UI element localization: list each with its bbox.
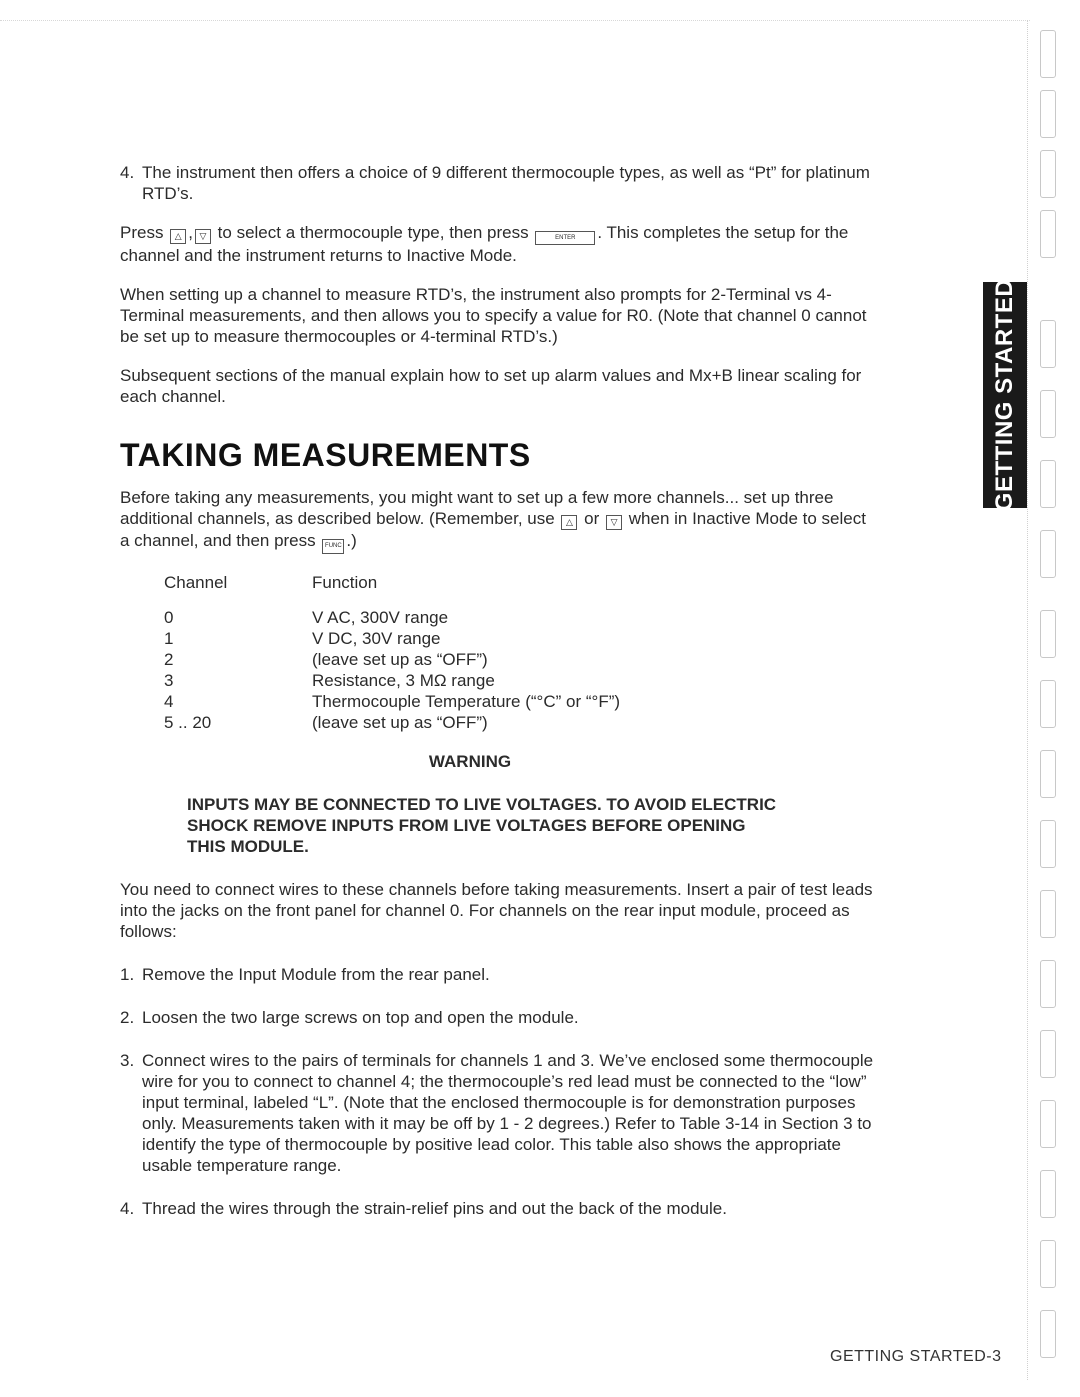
step-text: Remove the Input Module from the rear panel. [142,965,490,984]
channel-cell: 3 [164,671,174,690]
warning-title: WARNING [428,752,512,771]
tab-mark [1040,460,1056,508]
tab-mark [1040,210,1056,258]
tab-mark [1040,90,1056,138]
function-cell: V DC, 30V range [312,629,441,648]
tab-mark [1040,1240,1056,1288]
tab-mark [1040,530,1056,578]
step-text: The instrument then offers a choice of 9 different thermocouple types, as well as “Pt” for platinum RTD’s. [142,163,870,203]
tab-mark [1040,890,1056,938]
up-arrow-key-icon: △ [170,229,186,244]
table-row [164,670,880,691]
connect-paragraph: You need to connect wires to these channels before taking measurements. Insert a pair of test leads into the jacks on the front panel for channel 0. For channels on the rear input module, proceed as follows: [120,880,873,941]
tab-mark [1040,960,1056,1008]
right-border [1027,20,1028,1380]
before-text-d: .) [346,531,357,550]
before-text-b: or [584,509,600,528]
down-arrow-key-icon: ▽ [606,515,622,530]
list-item [120,1050,880,1176]
step-number: 1. [120,965,135,984]
step-text: Connect wires to the pairs of terminals for channels 1 and 3. We’ve enclosed some thermocouple wire for you to connect to channel 4; the thermocouple’s red lead must be connected to the “low” input terminal, labeled “L”. (Note that the enclosed thermocouple is for demonstration purposes only. Measurements taken with it may be off by 1 - 2 degrees.) Refer to Table 3-14 in Section 3 to identify the type of thermocouple by positive lead color. This table also shows the appropriate usable temperature range. [142,1051,874,1175]
table-row [164,628,880,649]
function-cell: Resistance, 3 MΩ range [312,671,495,690]
side-tab-label: GETTING STARTED [991,278,1019,512]
tab-mark [1040,1170,1056,1218]
top-border [0,20,1030,21]
step-number: 3. [120,1051,135,1070]
table-row [164,712,880,733]
table-row [164,691,880,712]
tab-mark [1040,1310,1056,1358]
step-number: 4. [120,1199,135,1218]
channel-table [164,572,880,733]
press-text-c: . This completes the setup for the channel and the instrument returns to Inactive Mode. [120,223,849,265]
before-text-c: when in Inactive Mode to select a channel, and then press [120,509,866,550]
before-text-a: Before taking any measurements, you might want to set up a few more channels... set up three additional channels, as described below. (Remember, use [120,488,834,528]
function-cell: (leave set up as “OFF”) [312,713,488,732]
header-channel: Channel [164,573,228,592]
channel-cell: 4 [164,692,174,711]
tab-mark [1040,150,1056,198]
table-header-row [164,572,880,593]
header-function: Function [312,573,378,592]
tab-mark [1040,680,1056,728]
step-number: 2. [120,1008,135,1027]
tab-mark [1040,820,1056,868]
press-text-b: to select a thermocouple type, then press [217,223,529,242]
function-cell: Thermocouple Temperature (“°C” or “°F”) [312,692,621,711]
function-cell: V AC, 300V range [312,608,449,627]
page-footer: GETTING STARTED-3 [830,1348,1002,1365]
tab-mark [1040,610,1056,658]
func-key-icon: FUNC [322,539,344,554]
up-arrow-key-icon: △ [561,515,577,530]
intro-step-4 [120,162,880,204]
tab-mark [1040,1100,1056,1148]
channel-cell: 5 .. 20 [164,713,212,732]
tab-mark [1040,30,1056,78]
tab-mark [1040,750,1056,798]
press-paragraph: Press △ , ▽ to select a thermocouple type, then press ENTER . This completes the setup for the channel and the instrument returns to Inactive Mode. [120,223,849,265]
step-text: Thread the wires through the strain-relief pins and out the back of the module. [142,1199,727,1218]
steps-list [120,964,880,1219]
press-text-a: Press [120,223,164,242]
enter-key-icon: ENTER [535,231,595,245]
channel-cell: 2 [164,650,174,669]
section-tab-marks [1036,20,1066,1380]
down-arrow-key-icon: ▽ [195,229,211,244]
tab-mark [1040,320,1056,368]
channel-cell: 1 [164,629,174,648]
step-number: 4. [120,163,135,182]
tab-mark [1040,390,1056,438]
table-row [164,607,880,628]
warning-body: INPUTS MAY BE CONNECTED TO LIVE VOLTAGES. TO AVOID ELECTRIC SHOCK REMOVE INPUTS FROM LIVE VOLTAGES BEFORE OPENING THIS MODULE. [187,795,777,856]
list-item [120,1198,880,1219]
section-side-tab [983,278,1027,512]
page-content [120,162,880,1219]
tab-mark [1040,1030,1056,1078]
step-text: Loosen the two large screws on top and open the module. [142,1008,579,1027]
table-row [164,649,880,670]
list-item [120,964,880,985]
channel-cell: 0 [164,608,174,627]
function-cell: (leave set up as “OFF”) [312,650,488,669]
section-heading: TAKING MEASUREMENTS [120,437,531,473]
rtd-paragraph: When setting up a channel to measure RTD’s, the instrument also prompts for 2-Terminal vs 4-Terminal measurements, and then allows you to specify a value for R0. (Note that channel 0 cannot be set up to measure thermocouples or 4-terminal RTD’s.) [120,285,867,346]
list-item [120,1007,880,1028]
subsequent-paragraph: Subsequent sections of the manual explain how to set up alarm values and Mx+B linear scaling for each channel. [120,366,862,406]
before-paragraph [120,487,880,554]
